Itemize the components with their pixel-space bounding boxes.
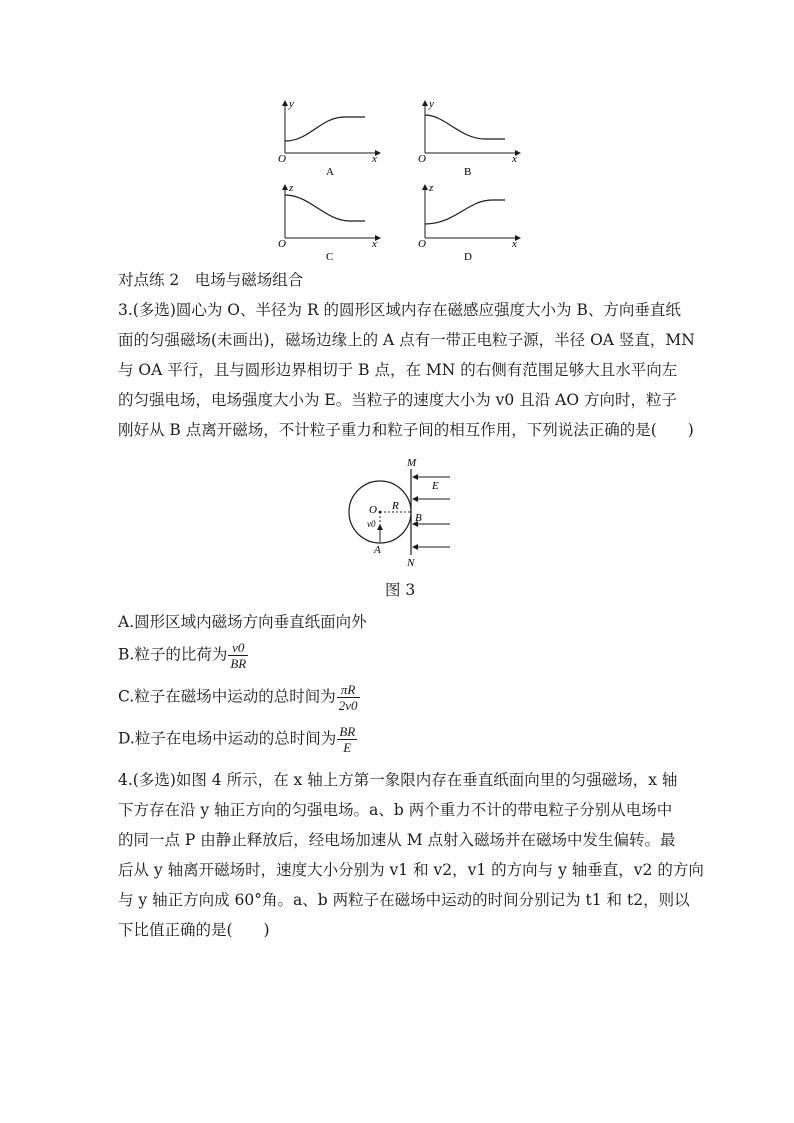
option-d-denominator: E bbox=[337, 739, 357, 755]
graph-d-axis-x: x bbox=[512, 238, 517, 250]
graph-b-axis-x: x bbox=[512, 153, 517, 165]
curve-d bbox=[425, 200, 505, 224]
option-a: A.圆形区域内磁场方向垂直纸面向外 bbox=[118, 613, 367, 631]
curve-c bbox=[285, 195, 365, 221]
q4-line-1: 4.(多选)如图 4 所示，在 x 轴上方第一象限内存在垂直纸面向里的匀强磁场，x 轴 bbox=[118, 771, 678, 789]
q4-line-5: 与 y 轴正方向成 60°角。a、b 两粒子在磁场中运动的时间分别记为 t1 和 t2，则以 bbox=[118, 891, 690, 909]
graph-d-label: D bbox=[464, 251, 472, 263]
q4-line-6: 下比值正确的是( ) bbox=[118, 921, 270, 939]
option-b-fraction bbox=[228, 640, 248, 671]
answer-graphs bbox=[270, 95, 530, 265]
label-b: B bbox=[415, 512, 422, 524]
label-r: R bbox=[392, 500, 399, 512]
label-e: E bbox=[432, 480, 439, 492]
graph-a-axis-x: x bbox=[372, 153, 377, 165]
graph-b-origin: O bbox=[418, 153, 426, 165]
graph-c-axis-y: z bbox=[289, 182, 294, 194]
option-c-denominator: 2v0 bbox=[338, 698, 358, 713]
label-a: A bbox=[374, 544, 381, 556]
graph-a bbox=[278, 98, 380, 178]
option-d-text: D.粒子在电场中运动的总时间为 bbox=[118, 729, 337, 748]
graph-d bbox=[418, 182, 520, 263]
center-dot bbox=[379, 511, 382, 514]
option-b-denominator: BR bbox=[230, 656, 247, 671]
figure-3 bbox=[340, 455, 460, 575]
graph-c-origin: O bbox=[278, 238, 286, 250]
option-d-fraction bbox=[337, 724, 357, 755]
option-c-text: C.粒子在磁场中运动的总时间为 bbox=[118, 687, 336, 706]
label-v0: v0 bbox=[367, 519, 376, 529]
graph-b bbox=[418, 98, 520, 178]
option-c-fraction bbox=[337, 682, 360, 713]
graph-a-origin: O bbox=[278, 153, 286, 165]
option-b bbox=[118, 640, 248, 671]
q3-line-2: 面的匀强磁场(未画出)，磁场边缘上的 A 点有一带正电粒子源，半径 OA 竖直，MN bbox=[118, 331, 695, 349]
graph-b-axis-y: y bbox=[429, 98, 434, 110]
label-m: M bbox=[407, 457, 417, 469]
q4-line-3: 的同一点 P 由静止释放后，经电场加速从 M 点射入磁场并在磁场中发生偏转。最 bbox=[118, 831, 676, 849]
graph-d-axis-y: z bbox=[429, 182, 434, 194]
q3-line-5: 刚好从 B 点离开磁场，不计粒子重力和粒子间的相互作用，下列说法正确的是( ) bbox=[118, 421, 694, 439]
option-c-numerator: πR bbox=[340, 682, 356, 697]
q3-line-4: 的匀强电场，电场强度大小为 E。当粒子的速度大小为 v0 且沿 AO 方向时，粒子 bbox=[118, 391, 677, 409]
option-d-numerator: BR bbox=[339, 724, 356, 739]
curve-a bbox=[285, 117, 365, 141]
graph-c-axis-x: x bbox=[372, 238, 377, 250]
graph-a-axis-y: y bbox=[289, 98, 294, 110]
graph-a-label: A bbox=[326, 166, 334, 178]
q3-line-3: 与 OA 平行，且与圆形边界相切于 B 点，在 MN 的右侧有范围足够大且水平向左 bbox=[118, 361, 678, 379]
q4-line-4: 后从 y 轴离开磁场时，速度大小分别为 v1 和 v2，v1 的方向与 y 轴垂直，v2 的方向 bbox=[118, 861, 704, 879]
q4-line-2: 下方存在沿 y 轴正方向的匀强电场。a、b 两个重力不计的带电粒子分别从电场中 bbox=[118, 801, 673, 819]
option-b-numerator: v0 bbox=[232, 640, 245, 655]
curve-b bbox=[425, 115, 505, 139]
section-title: 对点练 2 电场与磁场组合 bbox=[118, 271, 304, 289]
figure-3-caption: 图 3 bbox=[385, 581, 416, 599]
option-d bbox=[118, 724, 357, 755]
graph-c-label: C bbox=[326, 251, 334, 263]
q3-line-1: 3.(多选)圆心为 O、半径为 R 的圆形区域内存在磁感应强度大小为 B、方向垂直纸 bbox=[118, 301, 681, 319]
graph-b-label: B bbox=[464, 166, 472, 178]
label-o: O bbox=[369, 504, 377, 516]
label-n: N bbox=[407, 557, 415, 569]
graph-c bbox=[278, 182, 380, 263]
graph-d-origin: O bbox=[418, 238, 426, 250]
option-c bbox=[118, 682, 360, 713]
option-b-text: B.粒子的比荷为 bbox=[118, 645, 228, 664]
